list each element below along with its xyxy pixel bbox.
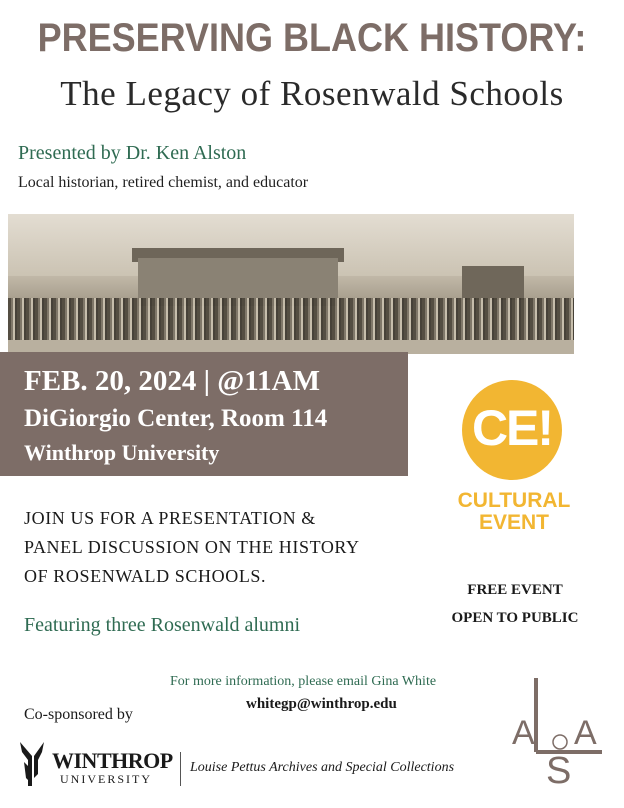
- lasa-logo: [510, 676, 610, 794]
- event-time: @11AM: [217, 365, 320, 397]
- winthrop-eagle-logo-icon: [18, 738, 46, 788]
- cultural-event-label: [446, 490, 582, 534]
- event-date-time: [24, 365, 320, 398]
- event-university: Winthrop University: [24, 440, 220, 465]
- event-description: [24, 504, 434, 591]
- photo-house: [462, 266, 524, 300]
- winthrop-university-sub: UNIVERSITY: [60, 772, 152, 786]
- description-line-2: PANEL DISCUSSION ON THE HISTORY: [24, 537, 360, 557]
- admission-line-2: OPEN TO PUBLIC: [451, 610, 579, 626]
- event-venue: DiGiorgio Center, Room 114: [24, 405, 328, 432]
- lasa-letter-s: S: [546, 750, 572, 792]
- date-separator: |: [203, 365, 218, 397]
- cultural-event-label-line2: EVENT: [478, 511, 549, 534]
- featuring-note: Featuring three Rosenwald alumni: [24, 614, 301, 636]
- presenter-description: Local historian, retired chemist, and educator: [18, 174, 309, 191]
- photo-crowd: [8, 298, 574, 342]
- cultural-event-mark: CE!: [471, 400, 553, 456]
- lasa-letter-a2: A: [574, 714, 597, 752]
- admission-line-1: FREE EVENT: [467, 582, 563, 598]
- event-date: FEB. 20, 2024: [24, 365, 197, 397]
- page-title: PRESERVING BLACK HISTORY:: [37, 16, 587, 60]
- cosponsor-label: Co-sponsored by: [24, 706, 133, 723]
- cultural-event-label-line1: CULTURAL: [457, 489, 571, 512]
- lasa-letter-a1: A: [512, 714, 535, 752]
- sponsor-divider: [180, 752, 181, 786]
- description-line-3: OF ROSENWALD SCHOOLS.: [24, 566, 267, 586]
- historical-school-photo: [8, 214, 574, 354]
- more-info-text: For more information, please email Gina White: [170, 674, 437, 689]
- page-subtitle: The Legacy of Rosenwald Schools: [60, 74, 564, 113]
- admission-info: [440, 576, 590, 632]
- archives-sponsor-name: Louise Pettus Archives and Special Collections: [190, 760, 455, 775]
- winthrop-wordmark: WINTHROP: [52, 748, 173, 773]
- contact-email-link[interactable]: whitegp@winthrop.edu: [246, 696, 397, 712]
- description-line-1: JOIN US FOR A PRESENTATION &: [24, 508, 316, 528]
- presenter-name: Presented by Dr. Ken Alston: [18, 142, 247, 164]
